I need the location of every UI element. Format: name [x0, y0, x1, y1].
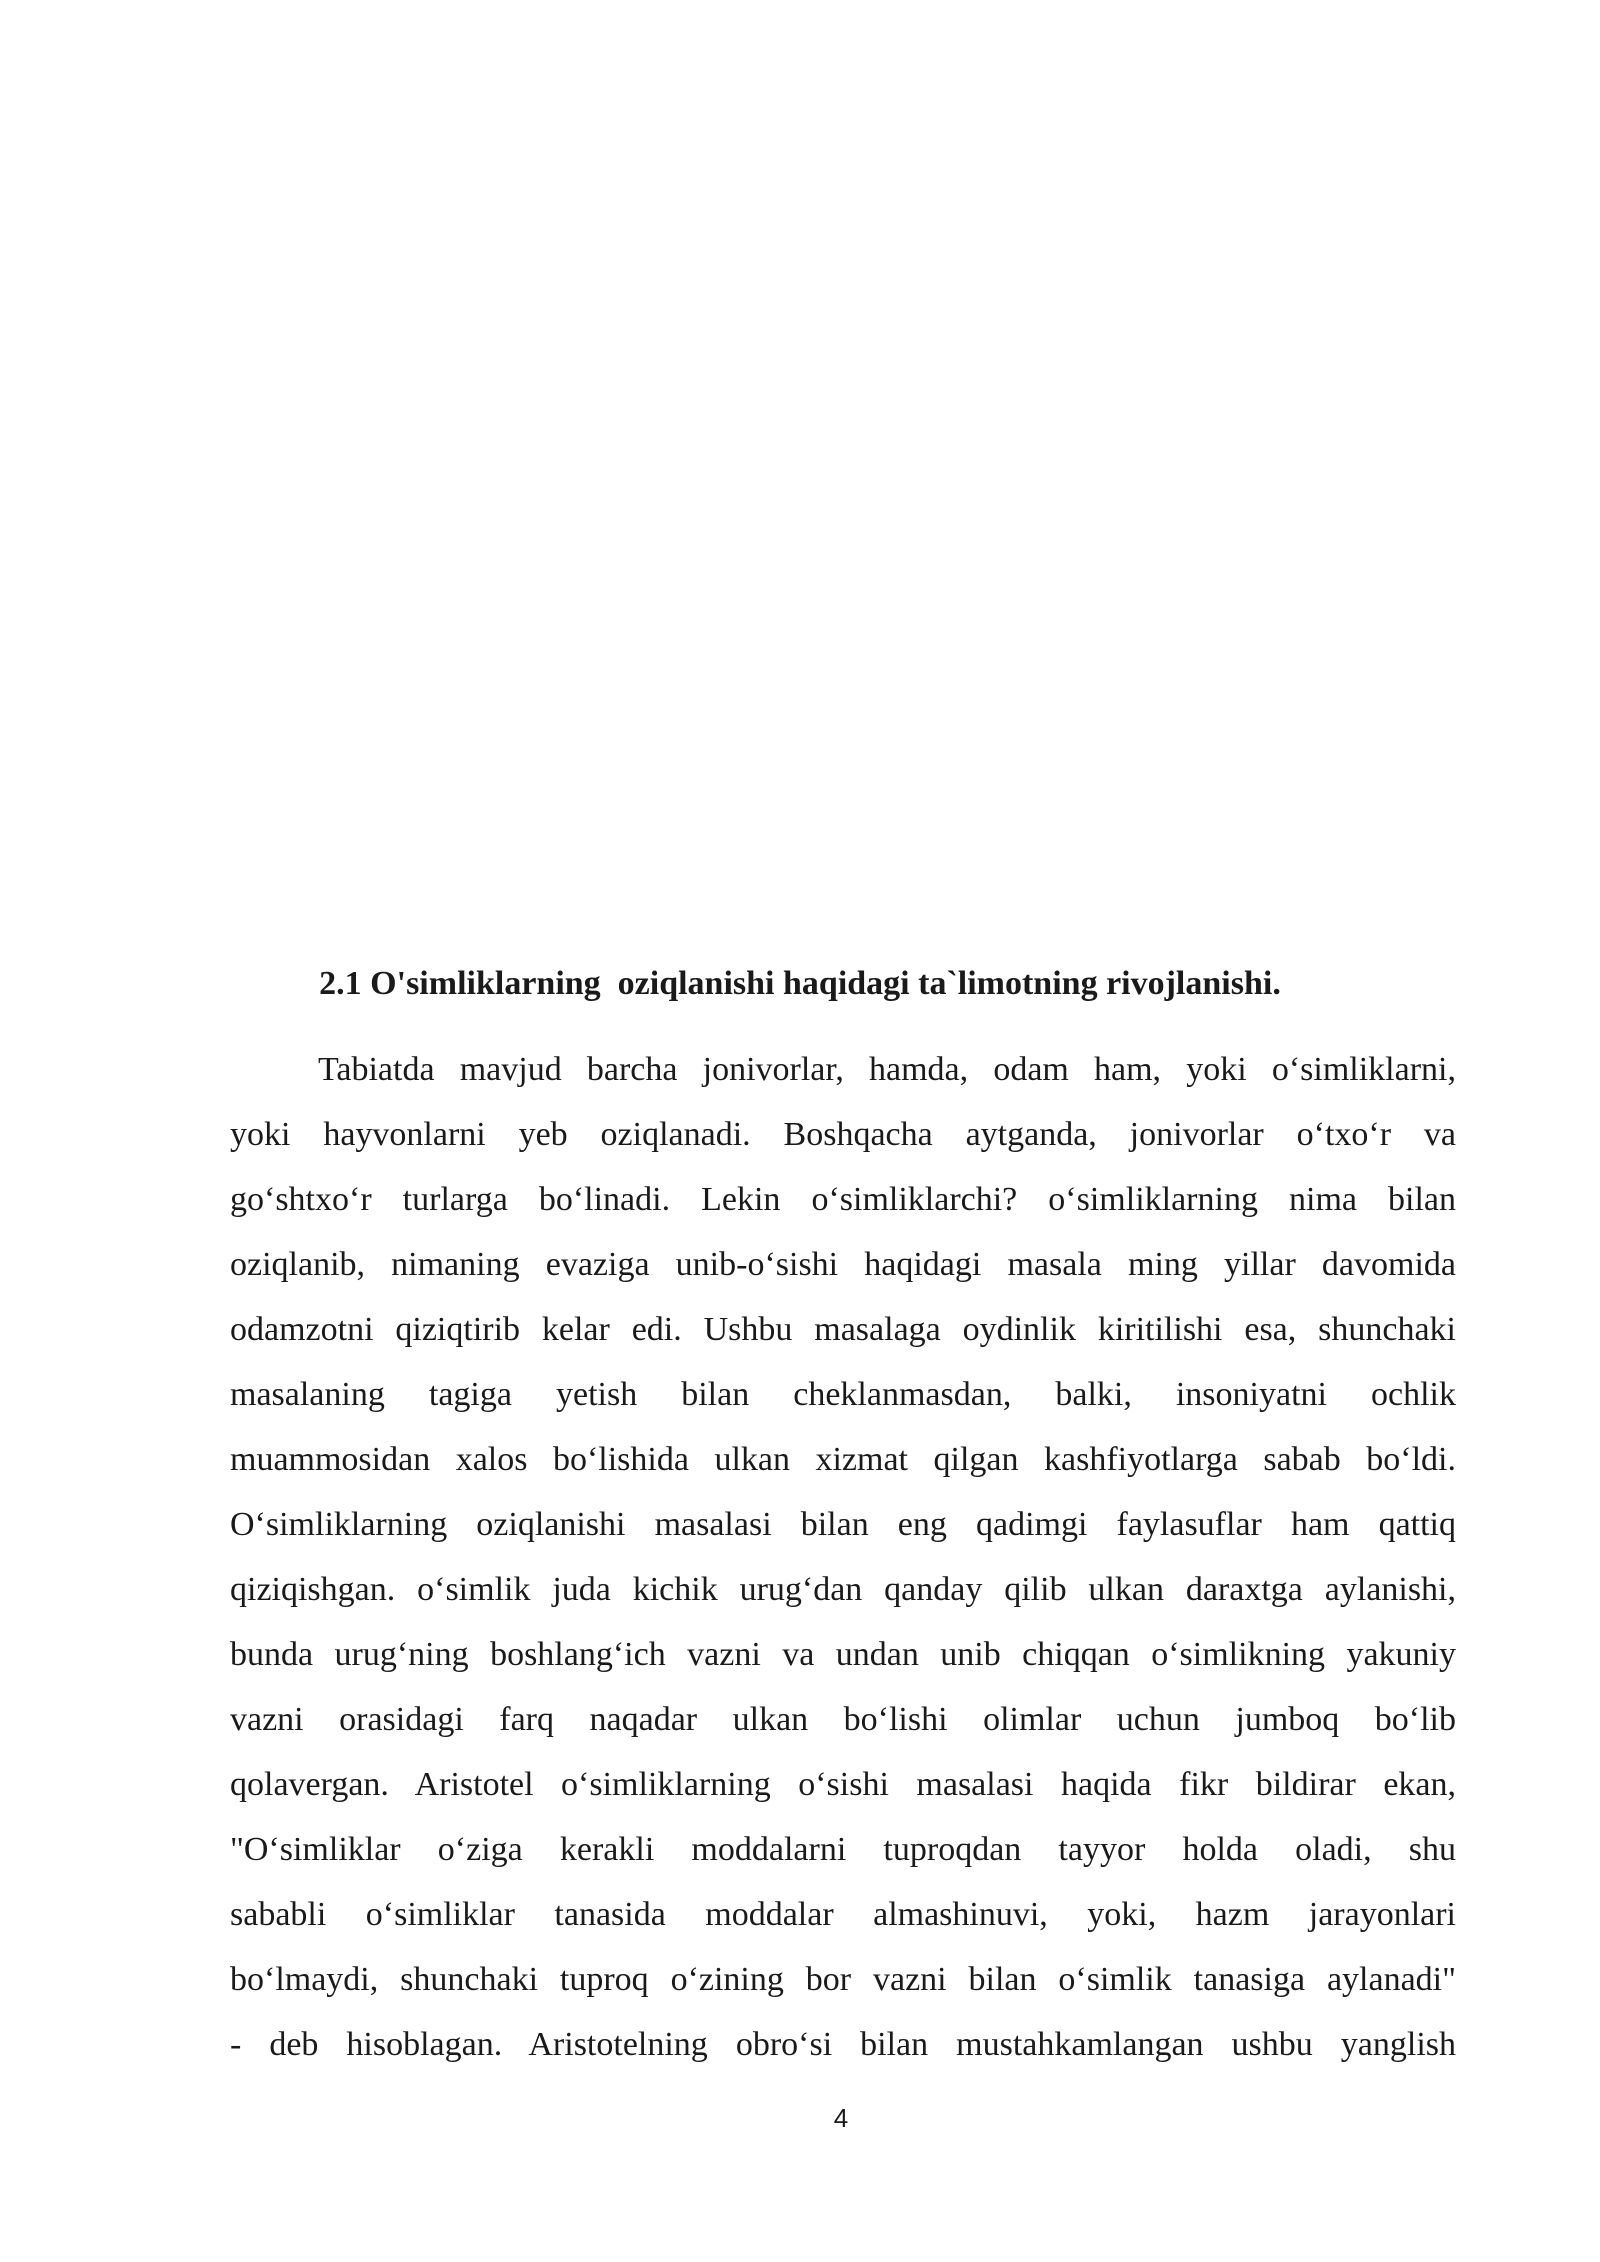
- paragraph-line: "O‘simliklar o‘ziga kerakli moddalarni tuproqdan tayyor holda oladi, shu: [230, 1831, 1456, 1868]
- paragraph-line: Tabiatda mavjud barcha jonivorlar, hamda, odam ham, yoki o‘simliklarni,: [318, 1051, 1456, 1088]
- paragraph-line: oziqlanib, nimaning evaziga unib-o‘sishi haqidagi masala ming yillar davomida: [230, 1246, 1456, 1283]
- paragraph-line: go‘shtxo‘r turlarga bo‘linadi. Lekin o‘simliklarchi? o‘simliklarning nima bilan: [230, 1181, 1456, 1218]
- paragraph-line: sababli o‘simliklar tanasida moddalar almashinuvi, yoki, hazm jarayonlari: [230, 1896, 1456, 1933]
- paragraph-line: qiziqishgan. o‘simlik juda kichik urug‘dan qanday qilib ulkan daraxtga aylanishi,: [230, 1571, 1456, 1608]
- paragraph-line: odamzotni qiziqtirib kelar edi. Ushbu masalaga oydinlik kiritilishi esa, shunchaki: [230, 1311, 1456, 1348]
- paragraph-line: bo‘lmaydi, shunchaki tuproq o‘zining bor vazni bilan o‘simlik tanasiga aylanadi": [230, 1961, 1456, 1998]
- paragraph-line: qolavergan. Aristotel o‘simliklarning o‘sishi masalasi haqida fikr bildirar ekan,: [230, 1766, 1456, 1803]
- paragraph-line: bunda urug‘ning boshlang‘ich vazni va undan unib chiqqan o‘simlikning yakuniy: [230, 1636, 1456, 1673]
- paragraph-line: vazni orasidagi farq naqadar ulkan bo‘lishi olimlar uchun jumboq bo‘lib: [230, 1701, 1456, 1738]
- page-number: 4: [833, 2103, 849, 2133]
- paragraph-line: - deb hisoblagan. Aristotelning obro‘si bilan mustahkamlangan ushbu yanglish: [230, 2026, 1456, 2063]
- paragraph-line: masalaning tagiga yetish bilan cheklanmasdan, balki, insoniyatni ochlik: [230, 1376, 1456, 1413]
- body-paragraph: [230, 1048, 1456, 2088]
- paragraph-line: yoki hayvonlarni yeb oziqlanadi. Boshqacha aytganda, jonivorlar o‘txo‘r va: [230, 1116, 1456, 1153]
- section-heading: 2.1 O'simliklarning oziqlanishi haqidagi ta`limotning rivojlanishi.: [319, 965, 1281, 1002]
- paragraph-line: O‘simliklarning oziqlanishi masalasi bilan eng qadimgi faylasuflar ham qattiq: [230, 1506, 1456, 1543]
- paragraph-line: muammosidan xalos bo‘lishida ulkan xizmat qilgan kashfiyotlarga sabab bo‘ldi.: [230, 1441, 1456, 1478]
